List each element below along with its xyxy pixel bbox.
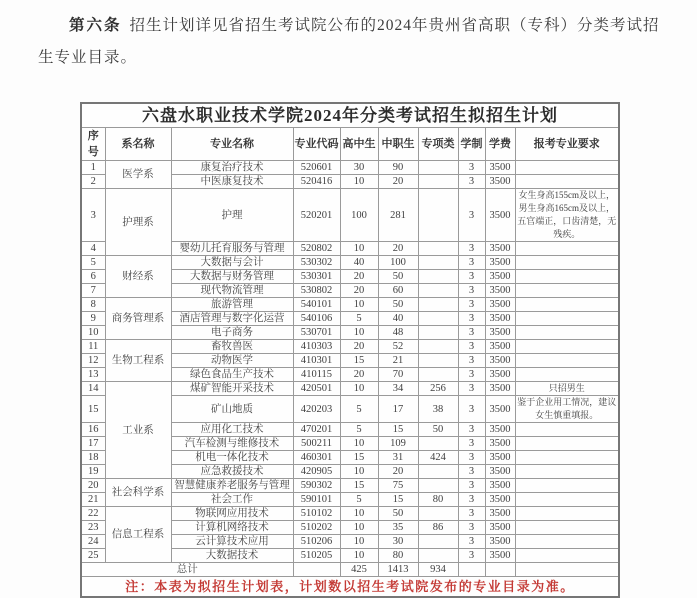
cell-requirement: [515, 368, 619, 382]
cell-vocational-count: 17: [378, 396, 418, 423]
cell-highschool-count: 10: [340, 437, 378, 451]
table-title-row: [81, 103, 619, 128]
cell-requirement: [515, 161, 619, 175]
cell-tuition: 3500: [485, 312, 515, 326]
cell-department: 医学系: [105, 161, 171, 189]
cell-department: 财经系: [105, 256, 171, 298]
cell-highschool-count: 5: [340, 312, 378, 326]
cell-index: 2: [81, 175, 105, 189]
cell-tuition: 3500: [485, 368, 515, 382]
cell-highschool-count: 10: [340, 298, 378, 312]
cell-special-count: [418, 161, 458, 175]
total-label: 总计: [81, 563, 293, 577]
cell-vocational-count: 90: [378, 161, 418, 175]
cell-index: 7: [81, 284, 105, 298]
column-header: 专项类: [418, 128, 458, 161]
cell-tuition: 3500: [485, 479, 515, 493]
cell-tuition: 3500: [485, 175, 515, 189]
cell-major-code: 510102: [293, 507, 340, 521]
column-header: 中职生: [378, 128, 418, 161]
cell-duration: 3: [458, 368, 485, 382]
cell-special-count: [418, 479, 458, 493]
cell-major-code: 520802: [293, 242, 340, 256]
cell-requirement: [515, 340, 619, 354]
cell-tuition: 3500: [485, 451, 515, 465]
cell-vocational-count: 75: [378, 479, 418, 493]
cell-highschool-count: 5: [340, 396, 378, 423]
cell-special-count: [418, 298, 458, 312]
cell-duration: 3: [458, 298, 485, 312]
cell-major-name: 大数据与财务管理: [171, 270, 293, 284]
cell-vocational-count: 15: [378, 493, 418, 507]
column-header: 学制: [458, 128, 485, 161]
cell-requirement: [515, 493, 619, 507]
cell-major-name: 社会工作: [171, 493, 293, 507]
cell-major-code: 420203: [293, 396, 340, 423]
cell-highschool-count: 15: [340, 479, 378, 493]
cell-duration: 3: [458, 423, 485, 437]
column-header: 专业代码: [293, 128, 340, 161]
cell-tuition: 3500: [485, 270, 515, 284]
cell-index: 25: [81, 549, 105, 563]
cell-requirement: [515, 242, 619, 256]
cell-major-name: 机电一体化技术: [171, 451, 293, 465]
cell-duration: 3: [458, 284, 485, 298]
total-row: [81, 563, 619, 577]
cell-vocational-count: 20: [378, 465, 418, 479]
cell-index: 3: [81, 189, 105, 242]
cell-department: 工业系: [105, 382, 171, 479]
cell-special-count: 38: [418, 396, 458, 423]
cell-tuition: 3500: [485, 396, 515, 423]
column-header: 序号: [81, 128, 105, 161]
cell-requirement: [515, 507, 619, 521]
cell-highschool-count: 15: [340, 354, 378, 368]
cell-index: 21: [81, 493, 105, 507]
cell-tuition: 3500: [485, 423, 515, 437]
cell-major-name: 中医康复技术: [171, 175, 293, 189]
cell-requirement: [515, 284, 619, 298]
table-note: 注：本表为拟招生计划表，计划数以招生考试院发布的专业目录为准。: [81, 577, 619, 598]
cell-major-name: 电子商务: [171, 326, 293, 340]
table-header-row: [81, 128, 619, 161]
cell-highschool-count: 10: [340, 242, 378, 256]
cell-major-code: 520201: [293, 189, 340, 242]
cell-major-code: 460301: [293, 451, 340, 465]
cell-vocational-count: 80: [378, 549, 418, 563]
cell-vocational-count: 35: [378, 521, 418, 535]
cell-department: 商务管理系: [105, 298, 171, 340]
cell-department: 社会科学系: [105, 479, 171, 507]
table-row: [81, 340, 619, 354]
cell-major-name: 酒店管理与数字化运营: [171, 312, 293, 326]
cell-major-code: 420905: [293, 465, 340, 479]
cell-major-name: 畜牧兽医: [171, 340, 293, 354]
cell-vocational-count: 70: [378, 368, 418, 382]
cell-index: 24: [81, 535, 105, 549]
intro-paragraph: [0, 0, 690, 74]
cell-duration: 3: [458, 465, 485, 479]
cell-major-code: 530701: [293, 326, 340, 340]
cell-tuition: 3500: [485, 521, 515, 535]
cell-highschool-count: 10: [340, 521, 378, 535]
cell-special-count: 50: [418, 423, 458, 437]
cell-major-name: 云计算技术应用: [171, 535, 293, 549]
cell-vocational-count: 109: [378, 437, 418, 451]
cell-major-name: 智慧健康养老服务与管理: [171, 479, 293, 493]
cell-major-code: 530301: [293, 270, 340, 284]
column-header: 高中生: [340, 128, 378, 161]
cell-duration: 3: [458, 521, 485, 535]
cell-duration: 3: [458, 340, 485, 354]
cell-duration: 3: [458, 479, 485, 493]
cell-highschool-count: 40: [340, 256, 378, 270]
table-row: [81, 161, 619, 175]
cell-department: 护理系: [105, 189, 171, 256]
intro-term-label: 第六条: [69, 17, 122, 34]
cell-tuition: 3500: [485, 382, 515, 396]
cell-vocational-count: 21: [378, 354, 418, 368]
cell-duration: 3: [458, 451, 485, 465]
cell-index: 17: [81, 437, 105, 451]
cell-major-name: 计算机网络技术: [171, 521, 293, 535]
cell-major-name: 动物医学: [171, 354, 293, 368]
table-row: [81, 298, 619, 312]
table-row: [81, 382, 619, 396]
cell-duration: 3: [458, 535, 485, 549]
cell-major-name: 应急救援技术: [171, 465, 293, 479]
cell-major-name: 婴幼儿托育服务与管理: [171, 242, 293, 256]
cell-requirement: 只招男生: [515, 382, 619, 396]
cell-vocational-count: 60: [378, 284, 418, 298]
cell-major-code: 470201: [293, 423, 340, 437]
cell-special-count: [418, 354, 458, 368]
cell-special-count: 80: [418, 493, 458, 507]
cell-index: 18: [81, 451, 105, 465]
cell-special-count: 86: [418, 521, 458, 535]
cell-vocational-count: 50: [378, 298, 418, 312]
table-title: 六盘水职业技术学院2024年分类考试招生拟招生计划: [81, 103, 619, 128]
cell-index: 9: [81, 312, 105, 326]
cell-highschool-count: 10: [340, 326, 378, 340]
cell-requirement: [515, 423, 619, 437]
cell-major-code: 520601: [293, 161, 340, 175]
cell-special-count: [418, 242, 458, 256]
cell-vocational-count: 50: [378, 270, 418, 284]
cell-requirement: [515, 298, 619, 312]
cell-index: 19: [81, 465, 105, 479]
total-duration-empty: [458, 563, 485, 577]
cell-highschool-count: 20: [340, 270, 378, 284]
cell-index: 23: [81, 521, 105, 535]
cell-tuition: 3500: [485, 256, 515, 270]
enrollment-plan-table: [80, 102, 620, 598]
cell-highschool-count: 20: [340, 340, 378, 354]
cell-requirement: [515, 437, 619, 451]
cell-index: 11: [81, 340, 105, 354]
cell-duration: 3: [458, 437, 485, 451]
cell-duration: 3: [458, 354, 485, 368]
cell-major-code: 530302: [293, 256, 340, 270]
cell-highschool-count: 20: [340, 368, 378, 382]
cell-vocational-count: 34: [378, 382, 418, 396]
cell-requirement: [515, 312, 619, 326]
cell-major-code: 410115: [293, 368, 340, 382]
cell-tuition: 3500: [485, 507, 515, 521]
cell-requirement: [515, 326, 619, 340]
cell-major-name: 大数据与会计: [171, 256, 293, 270]
cell-index: 12: [81, 354, 105, 368]
cell-major-code: 540106: [293, 312, 340, 326]
cell-index: 4: [81, 242, 105, 256]
cell-tuition: 3500: [485, 284, 515, 298]
cell-special-count: [418, 270, 458, 284]
cell-major-code: 410301: [293, 354, 340, 368]
cell-highschool-count: 100: [340, 189, 378, 242]
cell-major-code: 510206: [293, 535, 340, 549]
cell-special-count: [418, 326, 458, 340]
cell-index: 16: [81, 423, 105, 437]
cell-highschool-count: 10: [340, 507, 378, 521]
cell-vocational-count: 20: [378, 242, 418, 256]
cell-special-count: [418, 189, 458, 242]
cell-vocational-count: 40: [378, 312, 418, 326]
cell-duration: 3: [458, 242, 485, 256]
cell-index: 5: [81, 256, 105, 270]
cell-duration: 3: [458, 507, 485, 521]
cell-requirement: [515, 256, 619, 270]
intro-text: 招生计划详见省招生考试院公布的2024年贵州省高职（专科）分类考试招生专业目录。: [38, 17, 660, 66]
cell-duration: 3: [458, 161, 485, 175]
total-highschool-count: 425: [340, 563, 378, 577]
cell-major-name: 应用化工技术: [171, 423, 293, 437]
total-code-empty: [293, 563, 340, 577]
cell-index: 10: [81, 326, 105, 340]
cell-requirement: [515, 521, 619, 535]
cell-vocational-count: 281: [378, 189, 418, 242]
cell-highschool-count: 10: [340, 535, 378, 549]
cell-requirement: [515, 270, 619, 284]
cell-vocational-count: 31: [378, 451, 418, 465]
cell-tuition: 3500: [485, 161, 515, 175]
cell-vocational-count: 20: [378, 175, 418, 189]
cell-highschool-count: 5: [340, 493, 378, 507]
cell-index: 20: [81, 479, 105, 493]
cell-tuition: 3500: [485, 437, 515, 451]
cell-duration: 3: [458, 493, 485, 507]
cell-vocational-count: 100: [378, 256, 418, 270]
cell-duration: 3: [458, 270, 485, 284]
cell-major-name: 物联网应用技术: [171, 507, 293, 521]
cell-tuition: 3500: [485, 549, 515, 563]
cell-requirement: [515, 175, 619, 189]
cell-major-code: 520416: [293, 175, 340, 189]
cell-highschool-count: 10: [340, 175, 378, 189]
cell-special-count: [418, 256, 458, 270]
cell-special-count: [418, 340, 458, 354]
column-header: 报考专业要求: [515, 128, 619, 161]
cell-vocational-count: 52: [378, 340, 418, 354]
cell-duration: 3: [458, 549, 485, 563]
cell-duration: 3: [458, 256, 485, 270]
cell-requirement: [515, 535, 619, 549]
cell-requirement: [515, 451, 619, 465]
cell-highschool-count: 10: [340, 382, 378, 396]
cell-special-count: 256: [418, 382, 458, 396]
cell-department: 信息工程系: [105, 507, 171, 563]
cell-major-name: 煤矿智能开采技术: [171, 382, 293, 396]
table-row: [81, 189, 619, 242]
cell-major-name: 现代物流管理: [171, 284, 293, 298]
table-row: [81, 507, 619, 521]
cell-vocational-count: 48: [378, 326, 418, 340]
cell-major-name: 汽车检测与维修技术: [171, 437, 293, 451]
cell-major-name: 旅游管理: [171, 298, 293, 312]
cell-highschool-count: 10: [340, 549, 378, 563]
column-header: 专业名称: [171, 128, 293, 161]
cell-tuition: 3500: [485, 340, 515, 354]
cell-index: 8: [81, 298, 105, 312]
total-tuition-empty: [485, 563, 515, 577]
cell-requirement: [515, 465, 619, 479]
cell-duration: 3: [458, 382, 485, 396]
cell-tuition: 3500: [485, 354, 515, 368]
column-header: 系名称: [105, 128, 171, 161]
cell-major-code: 590101: [293, 493, 340, 507]
cell-special-count: [418, 368, 458, 382]
cell-duration: 3: [458, 189, 485, 242]
cell-tuition: 3500: [485, 535, 515, 549]
cell-index: 6: [81, 270, 105, 284]
cell-major-name: 大数据技术: [171, 549, 293, 563]
cell-major-name: 护理: [171, 189, 293, 242]
cell-tuition: 3500: [485, 189, 515, 242]
cell-major-name: 康复治疗技术: [171, 161, 293, 175]
cell-special-count: [418, 437, 458, 451]
note-row: [81, 577, 619, 598]
cell-highschool-count: 5: [340, 423, 378, 437]
table-row: [81, 479, 619, 493]
cell-major-code: 510202: [293, 521, 340, 535]
table-row: [81, 256, 619, 270]
cell-vocational-count: 30: [378, 535, 418, 549]
cell-special-count: 424: [418, 451, 458, 465]
cell-tuition: 3500: [485, 298, 515, 312]
cell-special-count: [418, 284, 458, 298]
cell-index: 14: [81, 382, 105, 396]
cell-highschool-count: 30: [340, 161, 378, 175]
cell-highschool-count: 15: [340, 451, 378, 465]
cell-duration: 3: [458, 175, 485, 189]
cell-duration: 3: [458, 312, 485, 326]
cell-requirement: 女生身高155cm及以上，男生身高165cm及以上，五官端正，口齿清楚，无残疾。: [515, 189, 619, 242]
cell-major-code: 530802: [293, 284, 340, 298]
column-header: 学费: [485, 128, 515, 161]
cell-major-code: 590302: [293, 479, 340, 493]
total-special-count: 934: [418, 563, 458, 577]
cell-vocational-count: 50: [378, 507, 418, 521]
cell-special-count: [418, 465, 458, 479]
cell-index: 1: [81, 161, 105, 175]
cell-department: 生物工程系: [105, 340, 171, 382]
cell-special-count: [418, 549, 458, 563]
cell-special-count: [418, 507, 458, 521]
cell-index: 22: [81, 507, 105, 521]
cell-major-code: 410303: [293, 340, 340, 354]
cell-requirement: [515, 354, 619, 368]
cell-tuition: 3500: [485, 493, 515, 507]
cell-special-count: [418, 312, 458, 326]
cell-major-code: 510205: [293, 549, 340, 563]
cell-requirement: [515, 479, 619, 493]
cell-major-code: 500211: [293, 437, 340, 451]
cell-duration: 3: [458, 326, 485, 340]
cell-requirement: 鉴于企业用工情况，建议女生慎重填报。: [515, 396, 619, 423]
total-vocational-count: 1413: [378, 563, 418, 577]
cell-tuition: 3500: [485, 242, 515, 256]
cell-requirement: [515, 549, 619, 563]
cell-major-code: 540101: [293, 298, 340, 312]
cell-special-count: [418, 175, 458, 189]
cell-tuition: 3500: [485, 326, 515, 340]
cell-duration: 3: [458, 396, 485, 423]
cell-major-code: 420501: [293, 382, 340, 396]
cell-highschool-count: 20: [340, 284, 378, 298]
cell-special-count: [418, 535, 458, 549]
cell-major-name: 矿山地质: [171, 396, 293, 423]
total-requirement-empty: [515, 563, 619, 577]
cell-tuition: 3500: [485, 465, 515, 479]
cell-highschool-count: 10: [340, 465, 378, 479]
cell-vocational-count: 15: [378, 423, 418, 437]
cell-index: 13: [81, 368, 105, 382]
cell-index: 15: [81, 396, 105, 423]
cell-major-name: 绿色食品生产技术: [171, 368, 293, 382]
